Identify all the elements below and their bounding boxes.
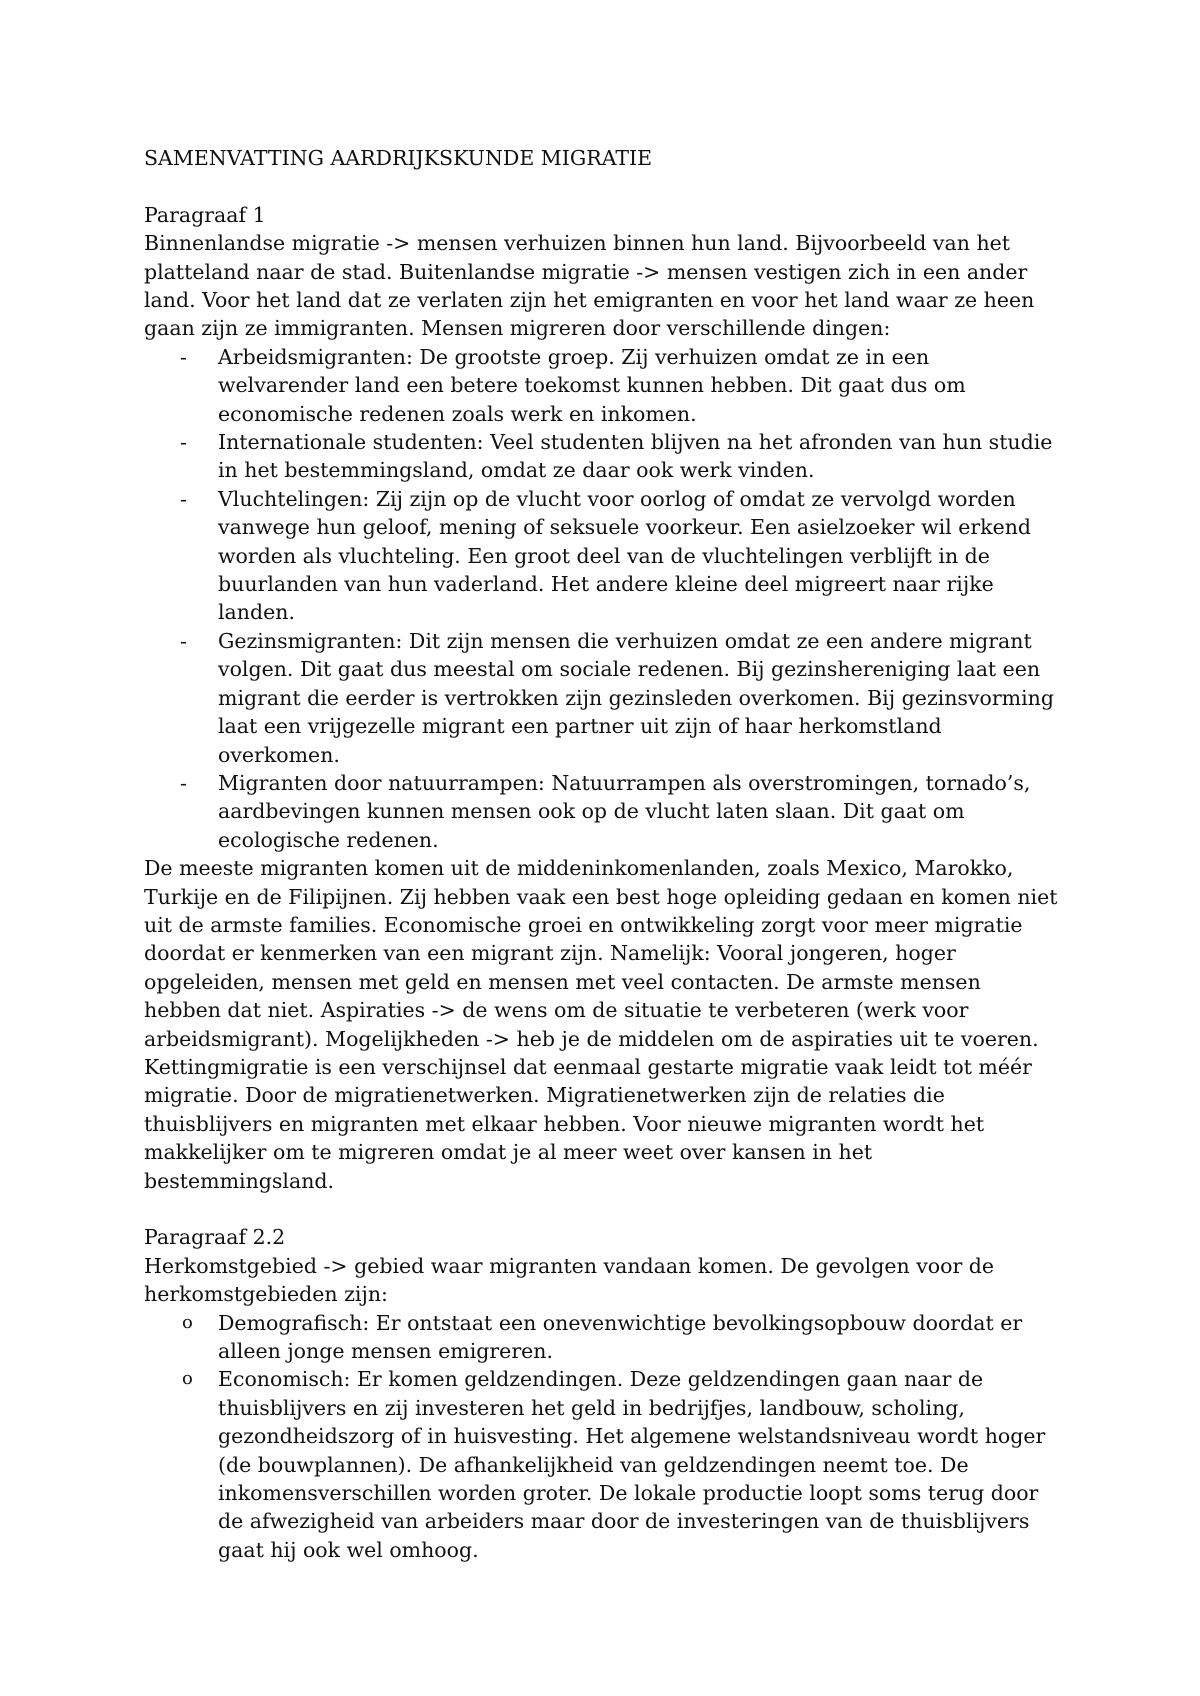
circle-bullet-marker: o [182, 1368, 193, 1390]
section-2-heading: Paragraaf 2.2 [144, 1225, 286, 1250]
bullet-text: Vluchtelingen: Zij zijn op de vlucht voor oorlog of omdat ze vervolgd worden vanwege hun geloof, mening of seksuele voorkeur. Een asielzoeker wil erkend worden als vluchteling. Een groot deel van de vluchtelingen verblijft in de buurlanden van hun vaderland. Het andere kleine deel migreert naar rijke landen. [218, 486, 1032, 625]
bullet-text: Internationale studenten: Veel studenten blijven na het afronden van hun studie in het bestemmingsland, omdat ze daar ook werk vinden. [218, 430, 1053, 483]
dash-bullet-marker: - [180, 628, 187, 653]
spacer [144, 172, 1064, 200]
list-item [144, 769, 1064, 854]
section-1-intro: Binnenlandse migratie -> mensen verhuizen binnen hun land. Bijvoorbeeld van het platteland naar de stad. Buitenlandse migratie -> mensen vestigen zich in een ander land. Voor het land dat ze verlaten zijn het emigranten en voor het land waar ze heen gaan zijn ze immigranten. Mensen migreren door verschillende dingen: [144, 231, 1035, 341]
section-1-bullet-list [144, 343, 1064, 854]
document-title: SAMENVATTING AARDRIJKSKUNDE MIGRATIE [144, 146, 653, 170]
list-item [144, 627, 1064, 769]
bullet-text: Migranten door natuurrampen: Natuurrampen als overstromingen, tornado’s, aardbevingen kunnen mensen ook op de vlucht laten slaan. Dit gaat om ecologische redenen. [218, 770, 1031, 852]
list-item [144, 485, 1064, 627]
circle-bullet-marker: o [182, 1311, 193, 1333]
bullet-text: Demografisch: Er ontstaat een onevenwichtige bevolkingsopbouw doordat er alleen jonge mensen emigreren. [218, 1310, 1023, 1364]
section-2-intro: Herkomstgebied -> gebied waar migranten vandaan komen. De gevolgen voor de herkomstgebieden zijn: [144, 1253, 995, 1307]
bullet-text: Gezinsmigranten: Dit zijn mensen die verhuizen omdat ze een andere migrant volgen. Dit gaat dus meestal om sociale redenen. Bij gezinshereniging laat een migrant die eerder is vertrokken zijn gezinsleden overkomen. Bij gezinsvorming laat een vrijgezelle migrant een partner uit zijn of haar herkomstland overkomen. [218, 628, 1054, 767]
bullet-text: Arbeidsmigranten: De grootste groep. Zij verhuizen omdat ze in een welvarender land een betere toekomst kunnen hebben. Dit gaat dus om economische redenen zoals werk en inkomen. [218, 344, 966, 426]
dash-bullet-marker: - [180, 344, 187, 369]
dash-bullet-marker: - [180, 430, 187, 455]
list-item [144, 1365, 1064, 1564]
section-2-bullet-list [144, 1309, 1064, 1565]
list-item [144, 428, 1064, 485]
list-item [144, 343, 1064, 428]
section-1-heading: Paragraaf 1 [144, 202, 266, 227]
dash-bullet-marker: - [180, 770, 187, 795]
dash-bullet-marker: - [180, 486, 187, 511]
list-item [144, 1309, 1064, 1366]
bullet-text: Economisch: Er komen geldzendingen. Deze geldzendingen gaan naar de thuisblijvers en zij investeren het geld in bedrijfjes, landbouw, scholing, gezondheidszorg of in huisvesting. Het algemene welstandsniveau wordt hoger (de bouwplannen). De afhankelijkheid van geldzendingen neemt toe. De inkomensverschillen worden groter. De lokale productie loopt soms terug door de afwezigheid van arbeiders maar door de investeringen van de thuisblijvers gaat hij ook wel omhoog. [218, 1367, 1046, 1562]
section-1-outro: De meeste migranten komen uit de middeninkomenlanden, zoals Mexico, Marokko, Turkije en de Filipijnen. Zij hebben vaak een best hoge opleiding gedaan en komen niet uit de armste families. Economische groei en ontwikkeling zorgt voor meer migratie doordat er kenmerken van een migrant zijn. Namelijk: Vooral jongeren, hoger opgeleiden, mensen met geld en mensen met veel contacten. De armste mensen hebben dat niet. Aspiraties -> de wens om de situatie te verbeteren (werk voor arbeidsmigrant). Mogelijkheden -> heb je de middelen om de aspiraties uit te voeren. Kettingmigratie is een verschijnsel dat eenmaal gestarte migratie vaak leidt tot méér migratie. Door de migratienetwerken. Migratienetwerken zijn de relaties die thuisblijvers en migranten met elkaar hebben. Voor nieuwe migranten wordt het makkelijker om te migreren omdat je al meer weet over kansen in het bestemmingsland. [144, 856, 1058, 1193]
spacer [144, 1195, 1064, 1223]
document-page [144, 144, 1064, 1564]
